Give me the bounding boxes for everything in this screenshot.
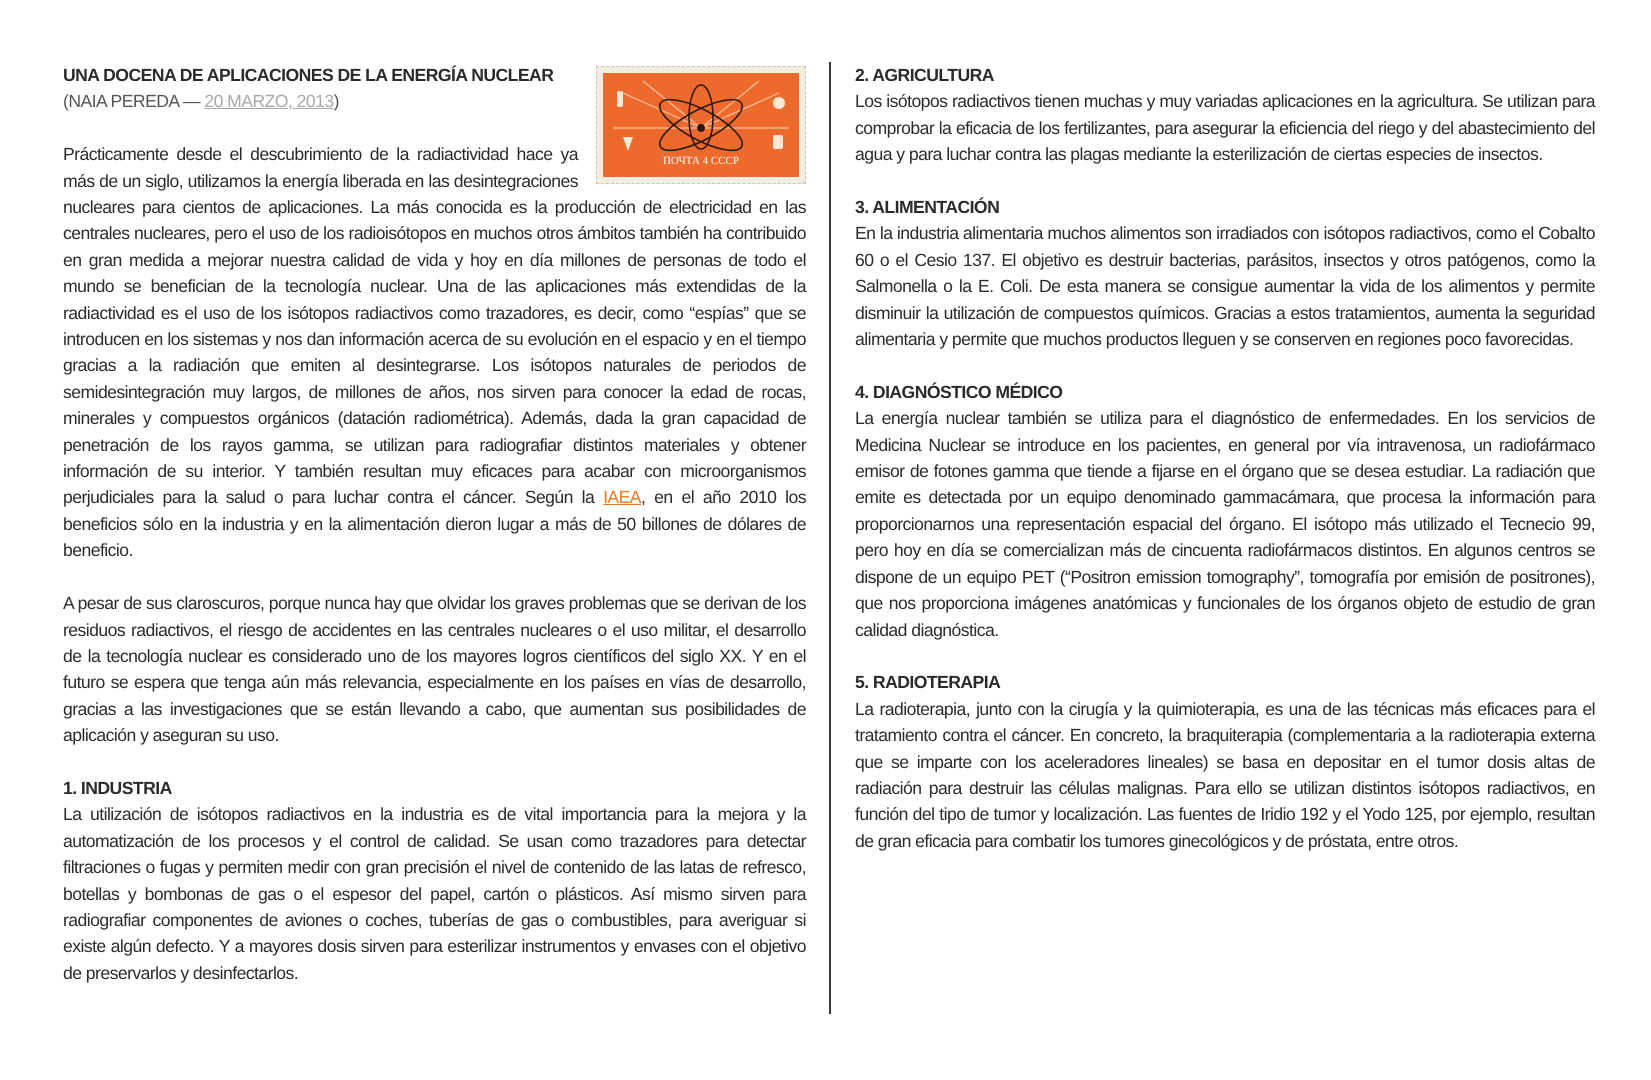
section-body: En la industria alimentaria muchos alimentos son irradiados con isótopos radiactivos, como el Cobalto 60 o el Cesio 137. El objetivo es destruir bacterias, parásitos, insectos y otros patógenos, como la Salmonella o la E. Coli. De esta manera se consigue aumentar la vida de los alimentos y permite disminuir la utilización de compuestos químicos. Gracias a estos tratamientos, aumenta la seguridad alimentaria y permite que muchos productos lleguen y se conserven en regiones poco favorecidas. [855,223,1595,350]
section-body: La radioterapia, junto con la cirugía y la quimioterapia, es una de las técnicas más eficaces para el tratamiento contra el cáncer. En concreto, la braquiterapia (complementaria a la radioterapia externa que se imparte con los aceleradores lineales) se basa en depositar en el tumor dosis altas de radiación para destruir las células malignas. Para ello se utilizan distintos isótopos radiactivos, en función del tipo de tumor y localización. Las fuentes de Iridio 192 y el Yodo 125, por ejemplo, resultan de gran eficacia para combatir los tumores ginecológicos y de próstata, entre otros. [855,698,1595,851]
article-byline: (NAIA PEREDA — 20 MARZO, 2013) [63,91,339,112]
soviet-postage-stamp-image [596,66,806,184]
section-diagnostico-medico [855,379,1595,643]
section-industria [63,775,806,986]
section-alimentacion [855,194,1595,352]
second-paragraph: A pesar de sus claroscuros, porque nunca hay que olvidar los graves problemas que se derivan de los residuos radiactivos, el riesgo de accidentes en las centrales nucleares o el uso militar, el desarrollo de la tecnología nuclear es considerado uno de los mayores logros científicos del siglo XX. Y en el futuro se espera que tenga aún más relevancia, especialmente en los países en vías de desarrollo, gracias a las investigaciones que se están llevando a cabo, que aumentan sus posibilidades de aplicación y aseguran su uso. [63,593,806,746]
section-heading: 3. ALIMENTACIÓN [855,197,1000,218]
section-heading: 1. INDUSTRIA [63,777,172,798]
intro-paragraph [63,141,806,564]
section-body: La utilización de isótopos radiactivos en la industria es de vital importancia para la mejora y la automatización de los procesos y el control de calidad. Se usan como trazadores para detectar filtraciones o fugas y permiten medir con gran precisión el nivel de contenido de las latas de refresco, botellas y bombonas de gas o el espesor del papel, cartón o plásticos. Así mismo sirven para radiografiar componentes de aviones o coches, tuberías de gas o combustibles, para averiguar si existe algún defecto. Y a mayores dosis sirven para esterilizar instrumentos y envases con el objetivo de preservarlos y desinfectarlos. [63,804,806,983]
section-heading: 2. AGRICULTURA [855,65,994,85]
section-agricultura [855,62,1595,168]
column-divider [829,62,831,1014]
right-column [855,62,1595,881]
date-link[interactable]: 20 MARZO, 2013 [204,91,334,112]
iaea-link[interactable]: IAEA [603,487,641,508]
section-heading: 4. DIAGNÓSTICO MÉDICO [855,381,1063,402]
intro-text-end: , en el año 2010 los beneficios sólo en la industria y en la alimentación dieron lugar a más de 50 billones de dólares de beneficio. [63,487,806,561]
article-title: UNA DOCENA DE APLICACIONES DE LA ENERGÍA NUCLEAR [63,65,554,85]
stamp-artwork [603,73,799,177]
section-body: La energía nuclear también se utiliza para el diagnóstico de enfermedades. En los servicios de Medicina Nuclear se introduce en los pacientes, en general por vía intravenosa, un radiofármaco emisor de fotones gamma que tiende a fijarse en el órgano que se desea estudiar. La radiación que emite es detectada por un equipo denominado gammacámara, que procesa la información para proporcionarnos una representación espacial del órgano. El isótopo más utilizado el Tecnecio 99, pero hoy en día se comercializan más de cincuenta radiofármacos distintos. En algunos centros se dispone de un equipo PET (“Positron emission tomography”, tomografía por emisión de positrones), que nos proporciona imágenes anatómicas y funcionales de los órganos objeto de estudio de gran calidad diagnóstica. [855,408,1595,640]
left-column [63,62,806,1013]
intro-text-start: Prácticamente desde el descubrimiento de la radiactividad hace ya más de un siglo, utilizamos la energía liberada en las desintegraciones nucleares para cientos de aplicaciones. La más conocida es la producción de electricidad en las centrales nucleares, pero el uso de los radioisótopos en muchos otros ámbitos también ha contribuido en gran medida a mejorar nuestra calidad de vida y hoy en día millones de personas de todo el mundo se benefician de la tecnología nuclear. Una de las aplicaciones más extendidas de la radiactividad es el uso de los isótopos radiactivos como trazadores, es decir, como “espías” que se introducen en los sistemas y nos dan información acerca de su evolución en el espacio y en el tiempo gracias a la radiación que emiten al desintegrarse. Los isótopos naturales de periodos de semidesintegración muy largos, de millones de años, nos sirven para conocer la edad de rocas, minerales y compuestos orgánicos (datación radiométrica). Además, dada la gran capacidad de penetración de los rayos gamma, se utilizan para radiografiar distintos materiales y obtener información de su interior. Y también resultan muy eficaces para acabar con microorganismos perjudiciales para la salud o para luchar contra el cáncer. Según la [63,144,806,508]
section-radioterapia [855,669,1595,854]
stamp-caption: ПОЧТА 4 СССР [662,154,739,167]
section-body: Los isótopos radiactivos tienen muchas y muy variadas aplicaciones en la agricultura. Se utilizan para comprobar la eficacia de los fertilizantes, para asegurar la eficiencia del riego y del abastecimiento del agua y para luchar contra las plagas mediante la esterilización de ciertas especies de insectos. [855,91,1595,165]
section-heading: 5. RADIOTERAPIA [855,672,1001,693]
author-name: NAIA PEREDA [68,91,179,112]
